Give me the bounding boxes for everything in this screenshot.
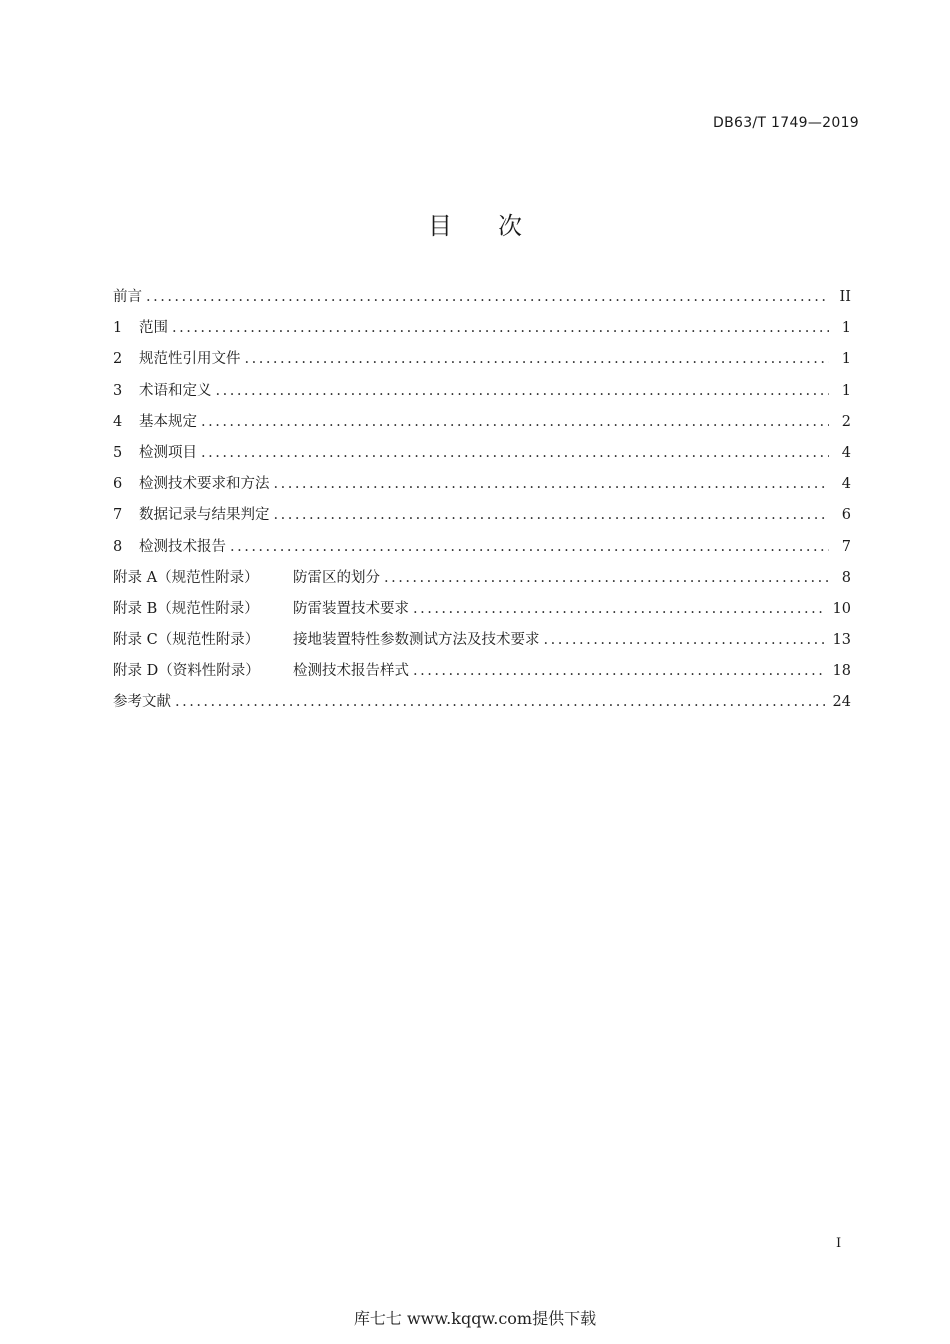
toc-entry-title: 范围 [139,320,168,337]
toc-entry-title: 检测项目 [139,444,197,461]
toc-entry-title: 防雷区的划分 [293,569,380,586]
toc-dot-leader [274,472,830,496]
toc-dot-leader [413,659,825,683]
toc-entry[interactable] [113,441,851,472]
toc-entry-label [113,410,197,434]
toc-dot-leader [274,503,830,527]
toc-entry-title: 检测技术报告样式 [293,663,409,680]
toc-entry-page: II [839,289,851,305]
toc-annex-tag: 附录 A（规范性附录） [113,569,259,586]
toc-entry-title: 规范性引用文件 [139,351,241,368]
title-char-1: 目 [428,212,452,240]
page-title [0,206,950,241]
toc-entry-page: 6 [841,507,851,524]
toc-dot-leader [230,535,829,559]
toc-entry-page: 8 [841,569,851,586]
toc-entry-label [113,347,241,371]
toc-dot-leader [544,628,825,652]
toc-entry[interactable] [113,410,851,441]
toc-entry[interactable] [113,659,851,690]
toc-entry-title: 术语和定义 [139,382,212,399]
toc-entry-number: 7 [113,507,123,524]
toc-entry-title: 参考文献 [113,694,171,711]
toc-entry-label [113,441,197,465]
toc-entry-title: 防雷装置技术要求 [293,600,409,617]
toc-entry-number: 5 [113,444,123,461]
toc-entry[interactable] [113,503,851,534]
toc-annex-tag: 附录 B（规范性附录） [113,600,259,617]
toc-entry[interactable] [113,347,851,378]
toc-entry-label [113,316,168,340]
toc-entry-number: 2 [113,351,123,368]
toc-entry-label [113,597,409,621]
toc-entry[interactable] [113,690,851,721]
toc-dot-leader [172,316,829,340]
toc-entry[interactable] [113,535,851,566]
toc-dot-leader [146,285,829,309]
toc-entry-label [113,503,270,527]
watermark-footer: 库七七 www.kqqw.com提供下载 [353,1309,597,1328]
toc-entry-label [113,472,270,496]
toc-entry-page: 10 [832,600,851,617]
toc-entry[interactable] [113,379,851,410]
toc-entry-page: 7 [841,538,851,555]
toc-entry-label [113,566,380,590]
toc-dot-leader [413,597,825,621]
toc-entry[interactable] [113,472,851,503]
toc-entry-number: 3 [113,382,123,399]
toc-entry-page: 1 [841,382,851,399]
toc-dot-leader [384,566,829,590]
toc-entry-title: 基本规定 [139,413,197,430]
toc-entry-number: 6 [113,476,123,493]
toc-entry-page: 1 [841,320,851,337]
toc-entry-page: 18 [832,663,851,680]
toc-annex-tag: 附录 C（规范性附录） [113,632,260,649]
toc-dot-leader [216,379,830,403]
toc-entry-number: 4 [113,413,123,430]
toc-entry[interactable] [113,566,851,597]
toc-entry[interactable] [113,316,851,347]
page-number: I [836,1236,842,1251]
table-of-contents [113,285,851,722]
toc-entry-page: 2 [841,413,851,430]
toc-entry-page: 4 [841,476,851,493]
toc-dot-leader [201,410,829,434]
toc-entry-number: 1 [113,320,123,337]
toc-entry-label [113,379,212,403]
toc-entry-label [113,535,226,559]
toc-entry-label [113,628,540,652]
toc-entry-page: 4 [841,444,851,461]
toc-entry[interactable] [113,628,851,659]
toc-dot-leader [201,441,829,465]
toc-entry-title: 接地装置特性参数测试方法及技术要求 [293,632,540,649]
toc-entry-label [113,285,142,309]
title-char-2: 次 [498,212,522,240]
toc-entry-title: 检测技术要求和方法 [139,476,270,493]
standard-code: DB63/T 1749—2019 [713,115,859,131]
toc-dot-leader [245,347,830,371]
toc-annex-tag: 附录 D（资料性附录） [113,663,260,680]
toc-entry-page: 24 [832,694,851,711]
toc-dot-leader [175,690,825,714]
toc-entry-label [113,690,171,714]
toc-entry-number: 8 [113,538,123,555]
toc-entry-page: 1 [841,351,851,368]
toc-entry[interactable] [113,597,851,628]
toc-entry[interactable] [113,285,851,316]
toc-entry-label [113,659,409,683]
toc-entry-title: 检测技术报告 [139,538,226,555]
toc-entry-page: 13 [832,632,851,649]
toc-entry-title: 前言 [113,289,142,305]
toc-entry-title: 数据记录与结果判定 [139,507,270,524]
